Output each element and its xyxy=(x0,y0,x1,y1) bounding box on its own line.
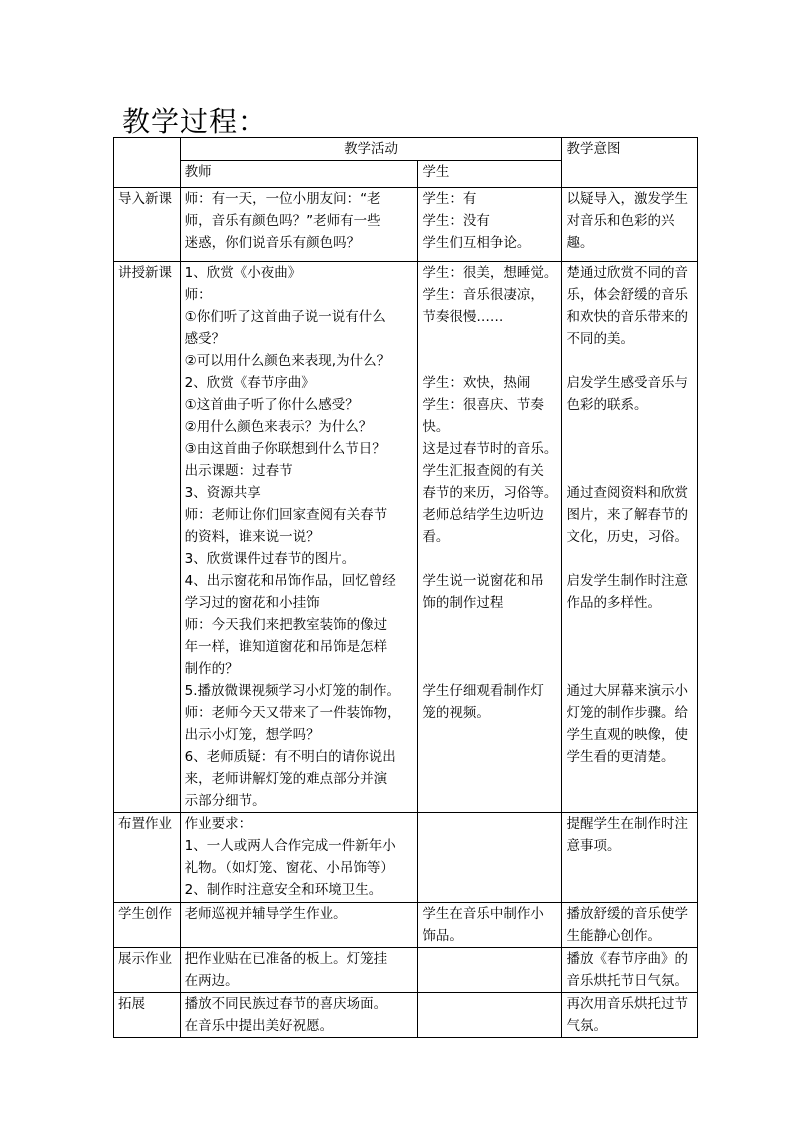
intent-cell xyxy=(562,903,698,948)
page-title: 教学过程： xyxy=(122,105,268,138)
student-cell xyxy=(418,813,562,903)
text-line: 迷惑，你们说音乐有颜色吗？ xyxy=(184,235,361,251)
text-line: 春节的来历，习俗等。 xyxy=(422,485,558,501)
student-cell xyxy=(418,993,562,1038)
text-line: 的资料，谁来说一说？ xyxy=(184,529,320,545)
text-line: 快。 xyxy=(422,419,450,435)
text-line: 师：老师让你们回家查阅有关春节 xyxy=(184,507,388,523)
student-cell xyxy=(418,262,562,813)
stage-label: 展示作业 xyxy=(114,948,181,993)
student-cell xyxy=(418,903,562,948)
intent-block-b xyxy=(566,372,693,416)
text-line: 5.播放微课视频学习小灯笼的制作。 xyxy=(184,683,401,699)
text-line: 师：有一天，一位小朋友问：“老 xyxy=(184,191,381,207)
text-line: 出示课题：过春节 xyxy=(184,463,293,479)
intent-cell xyxy=(562,188,698,262)
student-block-c xyxy=(422,570,557,614)
intent-cell xyxy=(562,948,698,993)
text-line: 趣。 xyxy=(566,235,594,251)
stage-label: 拓展 xyxy=(114,993,181,1038)
intent-cell xyxy=(562,813,698,903)
text-line: 学生直观的映像，使 xyxy=(566,727,688,743)
text-line: 把作业贴在已准备的板上。灯笼挂 xyxy=(184,951,388,967)
text-line: 学生：没有 xyxy=(422,213,490,229)
text-line: 生能静心创作。 xyxy=(566,928,661,944)
stage-label: 导入新课 xyxy=(114,188,181,262)
text-line: 1、一人或两人合作完成一件新年小 xyxy=(184,838,396,854)
text-line: 启发学生感受音乐与 xyxy=(566,375,688,391)
student-cell xyxy=(418,948,562,993)
text-line: 学生：很美，想睡觉。 xyxy=(422,265,558,281)
text-line: 看。 xyxy=(422,529,450,545)
text-line: ①这首曲子听了你什么感受？ xyxy=(184,397,359,413)
text-line: 意事项。 xyxy=(566,838,621,854)
text-line: 通过大屏幕来演示小 xyxy=(566,683,688,699)
text-line: 饰的制作过程 xyxy=(422,595,504,611)
text-line: 师： xyxy=(184,287,212,303)
text-line: 出示小灯笼，想学吗？ xyxy=(184,727,320,743)
text-line: 饰品。 xyxy=(422,928,463,944)
row-lecture xyxy=(114,262,698,813)
text-line: 学生仔细观看制作灯 xyxy=(422,683,544,699)
student-cell xyxy=(418,188,562,262)
header-blank-cell xyxy=(114,138,181,188)
text-line: 礼物。（如灯笼、窗花、小吊饰等） xyxy=(184,860,394,876)
text-line: 学生们互相争论。 xyxy=(422,235,531,251)
header-row-1 xyxy=(114,138,698,161)
text-line: 4、出示窗花和吊饰作品，回忆曾经 xyxy=(184,573,396,589)
text-line: 乐，体会舒缓的音乐 xyxy=(566,287,688,303)
text-line: ①你们听了这首曲子说一说有什么 xyxy=(184,309,386,325)
intent-block-d xyxy=(566,570,693,614)
row-display xyxy=(114,948,698,993)
text-line: ②用什么颜色来表示？为什么？ xyxy=(184,419,373,435)
text-line: 气氛。 xyxy=(566,1018,607,1034)
text-line: 2、制作时注意安全和环境卫生。 xyxy=(184,882,383,898)
text-line: 节奏很慢…… xyxy=(422,309,504,325)
text-line: 灯笼的制作步骤。给 xyxy=(566,705,688,721)
text-line: 以疑导入，激发学生 xyxy=(566,191,688,207)
teacher-cell xyxy=(180,262,418,813)
text-line: 学生在音乐中制作小 xyxy=(422,906,544,922)
text-line: 学生：欢快，热闹 xyxy=(422,375,531,391)
text-line: 在两边。 xyxy=(184,973,239,989)
stage-label: 学生创作 xyxy=(114,903,181,948)
teacher-cell xyxy=(180,903,418,948)
text-line: 制作的？ xyxy=(184,661,239,677)
text-line: 3、资源共享 xyxy=(184,485,261,501)
text-line: 笼的视频。 xyxy=(422,705,490,721)
intent-cell xyxy=(562,993,698,1038)
text-line: 学生看的更清楚。 xyxy=(566,749,675,765)
teacher-cell xyxy=(180,813,418,903)
text-line: 文化，历史，习俗。 xyxy=(566,529,688,545)
header-student: 学生 xyxy=(418,161,562,188)
text-line: 播放《春节序曲》的 xyxy=(566,951,688,967)
row-extend xyxy=(114,993,698,1038)
text-line: 年一样，谁知道窗花和吊饰是怎样 xyxy=(184,639,388,655)
text-line: 学生：音乐很凄凉， xyxy=(422,287,544,303)
teacher-cell xyxy=(180,188,418,262)
row-homework xyxy=(114,813,698,903)
text-line: 师，音乐有颜色吗？”老师有一些 xyxy=(184,213,381,229)
intent-cell xyxy=(562,262,698,813)
text-line: ③由这首曲子你联想到什么节日？ xyxy=(184,441,386,457)
text-line: 播放舒缓的音乐使学 xyxy=(566,906,688,922)
text-line: ②可以用什么颜色来表现,为什么？ xyxy=(184,353,391,369)
text-line: 来，老师讲解灯笼的难点部分并演 xyxy=(184,771,388,787)
text-line: 通过查阅资料和欣赏 xyxy=(566,485,688,501)
header-activities: 教学活动 xyxy=(180,138,562,161)
text-line: 1、欣赏《小夜曲》 xyxy=(184,265,302,281)
text-line: 学生：有 xyxy=(422,191,477,207)
row-intro xyxy=(114,188,698,262)
text-line: 作业要求： xyxy=(184,816,253,832)
text-line: 在音乐中提出美好祝愿。 xyxy=(184,1018,334,1034)
text-line: 这是过春节时的音乐。 xyxy=(422,441,558,457)
text-line: 学生汇报查阅的有关 xyxy=(422,463,544,479)
stage-label: 布置作业 xyxy=(114,813,181,903)
text-line: 学生：很喜庆、节奏 xyxy=(422,397,544,413)
text-line: 作品的多样性。 xyxy=(566,595,661,611)
text-line: 启发学生制作时注意 xyxy=(566,573,688,589)
text-line: 图片，来了解春节的 xyxy=(566,507,688,523)
text-line: 2、欣赏《春节序曲》 xyxy=(184,375,315,391)
intent-block-c xyxy=(566,482,693,548)
teacher-cell xyxy=(180,993,418,1038)
text-line: 不同的美。 xyxy=(566,331,634,347)
text-line: 学生说一说窗花和吊 xyxy=(422,573,544,589)
lesson-process-table xyxy=(113,137,698,1038)
text-line: 师：今天我们来把教室装饰的像过 xyxy=(184,617,388,633)
text-line: 提醒学生在制作时注 xyxy=(566,816,688,832)
student-block-d xyxy=(422,680,557,724)
text-line: 学习过的窗花和小挂饰 xyxy=(184,595,320,611)
text-line: 3、欣赏课件过春节的图片。 xyxy=(184,551,356,567)
text-line: 色彩的联系。 xyxy=(566,397,648,413)
intent-block-e xyxy=(566,680,693,768)
text-line: 和欢快的音乐带来的 xyxy=(566,309,688,325)
text-line: 楚通过欣赏不同的音 xyxy=(566,265,688,281)
text-line: 再次用音乐烘托过节 xyxy=(566,996,688,1012)
stage-label: 讲授新课 xyxy=(114,262,181,813)
intent-block-a xyxy=(566,262,693,350)
student-block-b xyxy=(422,372,557,548)
text-line: 播放不同民族过春节的喜庆场面。 xyxy=(184,996,388,1012)
text-line: 示部分细节。 xyxy=(184,793,266,809)
teacher-cell xyxy=(180,948,418,993)
text-line: 音乐烘托节日气氛。 xyxy=(566,973,688,989)
text-line: 6、老师质疑：有不明白的请你说出 xyxy=(184,749,396,765)
text-line: 师：老师今天又带来了一件装饰物， xyxy=(184,705,401,721)
header-teacher: 教师 xyxy=(180,161,418,188)
text-line: 感受？ xyxy=(184,331,226,347)
text-line: 对音乐和色彩的兴 xyxy=(566,213,675,229)
header-intent: 教学意图 xyxy=(562,138,698,188)
text-line: 老师总结学生边听边 xyxy=(422,507,544,523)
text-line: 老师巡视并辅导学生作业。 xyxy=(184,906,347,922)
student-block-a xyxy=(422,262,557,328)
row-create xyxy=(114,903,698,948)
